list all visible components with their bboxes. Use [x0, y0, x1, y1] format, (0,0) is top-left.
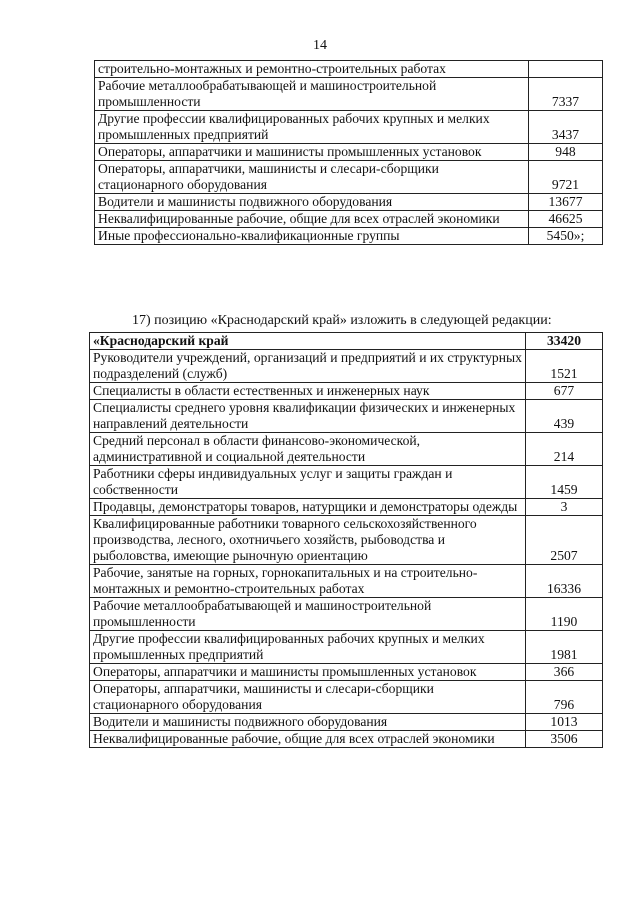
row-value: 5450»; [529, 228, 603, 245]
table-row [90, 499, 603, 516]
row-value: 13677 [529, 194, 603, 211]
table-row [90, 466, 603, 499]
row-label: Операторы, аппаратчики, машинисты и слесари-сборщики стационарного оборудования [95, 161, 529, 194]
row-label: Операторы, аппаратчики и машинисты промышленных установок [95, 144, 529, 161]
page-number: 14 [313, 38, 327, 53]
row-value: 366 [526, 664, 603, 681]
region-table [89, 332, 603, 748]
row-value: 1459 [526, 466, 603, 499]
table-row [95, 111, 603, 144]
row-value: 1981 [526, 631, 603, 664]
row-label: Иные профессионально-квалификационные группы [95, 228, 529, 245]
table-row [90, 598, 603, 631]
row-value: 1521 [526, 350, 603, 383]
row-label: Другие профессии квалифицированных рабочих крупных и мелких промышленных предприятий [95, 111, 529, 144]
row-label: Рабочие металлообрабатывающей и машиностроительной промышленности [95, 78, 529, 111]
row-value: 677 [526, 383, 603, 400]
row-label: Работники сферы индивидуальных услуг и защиты граждан и собственности [90, 466, 526, 499]
row-value [529, 61, 603, 78]
row-value: 796 [526, 681, 603, 714]
row-label: Операторы, аппаратчики, машинисты и слесари-сборщики стационарного оборудования [90, 681, 526, 714]
row-label: Квалифицированные работники товарного сельскохозяйственного производства, лесного, охотничьего хозяйств, рыбоводства и рыболовства, имеющие рыночную ориентацию [90, 516, 526, 565]
row-label: Рабочие, занятые на горных, горнокапитальных и на строительно-монтажных и ремонтно-строительных работах [90, 565, 526, 598]
row-label: Другие профессии квалифицированных рабочих крупных и мелких промышленных предприятий [90, 631, 526, 664]
row-value: 1190 [526, 598, 603, 631]
row-value: 3437 [529, 111, 603, 144]
region-title: «Краснодарский край [90, 333, 526, 350]
table-row [90, 631, 603, 664]
table-row [90, 400, 603, 433]
table-row [90, 664, 603, 681]
table-row [90, 433, 603, 466]
table-row [95, 228, 603, 245]
table-row [95, 211, 603, 228]
row-label: Рабочие металлообрабатывающей и машиностроительной промышленности [90, 598, 526, 631]
table-row [90, 731, 603, 748]
table-row [95, 194, 603, 211]
row-label: строительно-монтажных и ремонтно-строительных работах [95, 61, 529, 78]
row-value: 3 [526, 499, 603, 516]
row-label: Неквалифицированные рабочие, общие для всех отраслей экономики [95, 211, 529, 228]
table-row [90, 350, 603, 383]
top-table [94, 60, 603, 245]
row-value: 214 [526, 433, 603, 466]
region-header-row [90, 333, 603, 350]
row-label: Операторы, аппаратчики и машинисты промышленных установок [90, 664, 526, 681]
table-row [90, 681, 603, 714]
row-label: Неквалифицированные рабочие, общие для всех отраслей экономики [90, 731, 526, 748]
row-value: 439 [526, 400, 603, 433]
row-value: 948 [529, 144, 603, 161]
table-row [90, 383, 603, 400]
row-label: Продавцы, демонстраторы товаров, натурщики и демонстраторы одежды [90, 499, 526, 516]
table-row [95, 144, 603, 161]
row-value: 7337 [529, 78, 603, 111]
table-row [95, 78, 603, 111]
row-label: Специалисты среднего уровня квалификации физических и инженерных направлений деятельности [90, 400, 526, 433]
row-value: 1013 [526, 714, 603, 731]
table-row [95, 61, 603, 78]
row-value: 46625 [529, 211, 603, 228]
row-label: Водители и машинисты подвижного оборудования [95, 194, 529, 211]
table-row [95, 161, 603, 194]
row-value: 3506 [526, 731, 603, 748]
section-heading: 17) позицию «Краснодарский край» изложить в следующей редакции: [132, 313, 552, 328]
table-row [90, 516, 603, 565]
region-total: 33420 [526, 333, 603, 350]
table-row [90, 714, 603, 731]
row-label: Средний персонал в области финансово-экономической, административной и социальной деятельности [90, 433, 526, 466]
row-label: Руководители учреждений, организаций и предприятий и их структурных подразделений (служб) [90, 350, 526, 383]
row-value: 2507 [526, 516, 603, 565]
row-value: 9721 [529, 161, 603, 194]
row-label: Специалисты в области естественных и инженерных наук [90, 383, 526, 400]
row-value: 16336 [526, 565, 603, 598]
table-row [90, 565, 603, 598]
row-label: Водители и машинисты подвижного оборудования [90, 714, 526, 731]
